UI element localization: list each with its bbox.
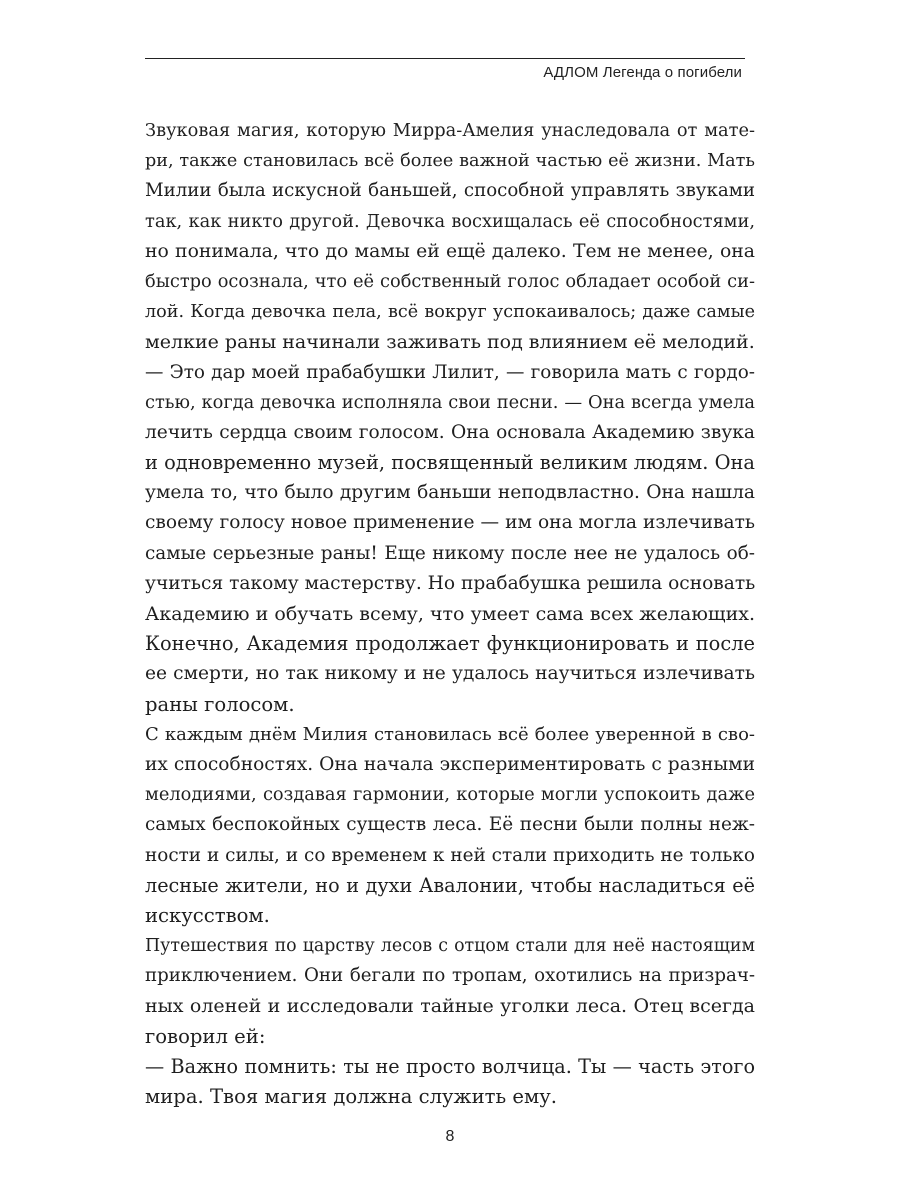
text-line: учиться такому мастерству. Но прабабушка решила основать <box>145 572 756 594</box>
text-line: Академию и обучать всему, что умеет сама всех желающих. <box>145 603 755 625</box>
text-line: быстро осознала, что её собственный голос обладает особой си- <box>145 270 755 292</box>
text-line: умела то, что было другим баньши неподвластно. Она нашла <box>145 482 755 504</box>
text-line: С каждым днём Милия становилась всё более уверенной в сво- <box>145 723 755 745</box>
text-line: раны голосом. <box>145 692 295 716</box>
text-line: лесные жители, но и духи Авалонии, чтобы насладиться её <box>145 873 755 897</box>
page-number: 8 <box>445 1128 455 1145</box>
text-line: лой. Когда девочка пела, всё вокруг успокаивалось; даже самые <box>145 302 755 323</box>
text-line: — Важно помнить: ты не просто волчица. Ты — часть этого <box>145 1054 755 1078</box>
text-line: их способностях. Она начала экспериментировать с разными <box>145 753 755 775</box>
text-line: приключением. Они бегали по тропам, охотились на призрач- <box>145 965 755 987</box>
running-title: АДЛОМ Легенда о погибели <box>543 64 742 81</box>
text-line: лечить сердца своим голосом. Она основала Академию звука <box>145 421 755 443</box>
text-line: Милии была искусной баньшей, способной управлять звуками <box>145 180 755 202</box>
text-line: ри, также становилась всё более важной частью её жизни. Мать <box>145 151 755 172</box>
header-rule <box>145 58 745 59</box>
text-line: мелкие раны начинали заживать под влиянием её мелодий. <box>145 331 755 354</box>
text-line: ности и силы, и со временем к ней стали приходить не только <box>145 844 755 866</box>
text-line: своему голосу новое применение — им она могла излечивать <box>145 512 755 534</box>
text-line: ных оленей и исследовали тайные уголки леса. Отец всегда <box>145 995 755 1018</box>
body-text <box>145 116 755 1112</box>
text-line: — Это дар моей прабабушки Лилит, — говорила мать с гордо- <box>145 361 755 383</box>
text-line: но понимала, что до мамы ей ещё далеко. Тем не менее, она <box>145 240 755 262</box>
text-line: Звуковая магия, которую Мирра-Амелия унаследовала от мате- <box>145 120 755 141</box>
text-line: и одновременно музей, посвященный великим людям. Она <box>145 451 755 475</box>
text-line: ее смерти, но так никому и не удалось научиться излечивать <box>145 663 755 685</box>
text-line: искусством. <box>145 903 270 927</box>
text-line: самых беспокойных существ леса. Её песни были полны неж- <box>145 814 755 836</box>
text-line: стью, когда девочка исполняла свои песни. — Она всегда умела <box>145 391 755 413</box>
text-line: так, как никто другой. Девочка восхищалась её способностями, <box>145 210 755 232</box>
text-line: самые серьезные раны! Еще никому после нее не удалось об- <box>145 542 755 564</box>
text-line: мелодиями, создавая гармонии, которые могли успокоить даже <box>145 784 755 806</box>
text-line: мира. Твоя магия должна служить ему. <box>145 1085 557 1108</box>
text-line: Путешествия по царству лесов с отцом стали для неё настоящим <box>145 936 755 957</box>
text-line: Конечно, Академия продолжает функционировать и после <box>145 632 755 656</box>
text-line: говорил ей: <box>145 1024 266 1048</box>
